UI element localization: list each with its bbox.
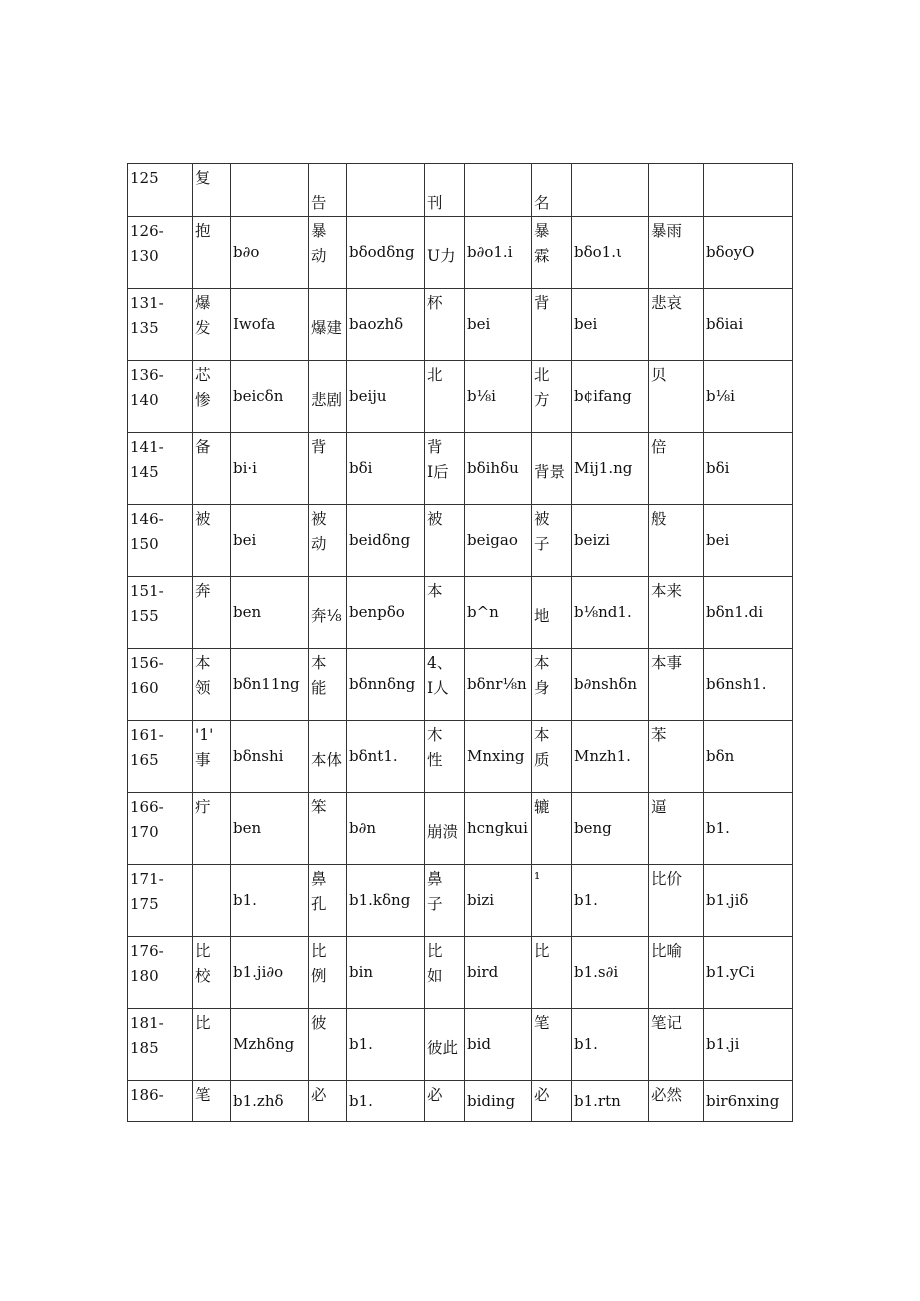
word-cell: [193, 289, 231, 361]
pinyin-cell: [231, 164, 309, 217]
word-line: [311, 723, 344, 748]
word-line: 北: [534, 366, 550, 384]
word-line: 性: [427, 751, 443, 769]
word-line: 奔⅛: [311, 607, 342, 625]
pinyin-cell: bδo1.ι: [572, 217, 649, 289]
table-row: [128, 865, 793, 937]
word-cell: [532, 164, 572, 217]
row-range-line: 126-: [130, 222, 164, 240]
word-line: 鼻: [311, 870, 327, 888]
row-range-cell: [128, 505, 193, 577]
vocabulary-table: [127, 163, 793, 1122]
pinyin-cell: [465, 164, 532, 217]
word-line: [534, 166, 569, 191]
pinyin-cell: bird: [465, 937, 532, 1009]
table-row: [128, 1009, 793, 1081]
word-line: 刊: [427, 194, 443, 212]
pinyin-cell: b1.s∂i: [572, 937, 649, 1009]
word-cell: [649, 577, 704, 649]
table-body: [128, 164, 793, 1122]
pinyin-cell: b1.: [704, 793, 793, 865]
word-line: 必: [427, 1086, 443, 1104]
word-line: 背: [311, 438, 327, 456]
word-cell: [532, 649, 572, 721]
pinyin-cell: Mnzh1.: [572, 721, 649, 793]
row-range-cell: [128, 1009, 193, 1081]
word-cell: [309, 793, 347, 865]
pinyin-cell: beicδn: [231, 361, 309, 433]
word-cell: [649, 1081, 704, 1122]
word-line: 4、: [427, 654, 453, 672]
row-range-line: 171-: [130, 870, 164, 888]
word-line: [311, 166, 344, 191]
word-line: [195, 867, 228, 892]
word-line: 疔: [195, 798, 211, 816]
pinyin-cell: beiju: [347, 361, 425, 433]
word-line: 必: [311, 1086, 327, 1104]
word-line: 复: [195, 169, 211, 187]
word-line: 本来: [651, 582, 683, 600]
word-line: 霖: [534, 247, 550, 265]
word-line: 地: [534, 607, 550, 625]
pinyin-cell: bei: [465, 289, 532, 361]
word-line: [534, 435, 569, 460]
pinyin-cell: b⅛i: [704, 361, 793, 433]
pinyin-cell: bir6nxing: [704, 1081, 793, 1122]
word-cell: [309, 649, 347, 721]
pinyin-cell: bδoyO: [704, 217, 793, 289]
pinyin-cell: bδi: [704, 433, 793, 505]
word-cell: [532, 577, 572, 649]
word-line: 告: [311, 194, 327, 212]
row-range-line: 170: [130, 823, 159, 841]
word-line: ¹: [534, 870, 541, 888]
row-range-line: 166-: [130, 798, 164, 816]
word-line: 贝: [651, 366, 667, 384]
word-line: 被: [195, 510, 211, 528]
row-range-cell: [128, 361, 193, 433]
word-line: 比: [311, 942, 327, 960]
pinyin-cell: b6nsh1.: [704, 649, 793, 721]
pinyin-cell: bδn: [704, 721, 793, 793]
row-range-line: 150: [130, 535, 159, 553]
pinyin-cell: hcngkui: [465, 793, 532, 865]
row-range-cell: [128, 1081, 193, 1122]
row-range-line: 161-: [130, 726, 164, 744]
word-line: 逼: [651, 798, 667, 816]
word-cell: [649, 505, 704, 577]
word-line: 爆建: [311, 319, 343, 337]
word-line: 必: [534, 1086, 550, 1104]
word-cell: [193, 361, 231, 433]
table-row: [128, 289, 793, 361]
row-range-cell: [128, 433, 193, 505]
word-cell: [309, 433, 347, 505]
word-cell: [532, 1009, 572, 1081]
word-line: 能: [311, 679, 327, 697]
row-range-line: 146-: [130, 510, 164, 528]
word-line: [427, 166, 462, 191]
word-cell: [532, 865, 572, 937]
pinyin-cell: bei: [704, 505, 793, 577]
word-line: 奔: [195, 582, 211, 600]
table-row: [128, 164, 793, 217]
pinyin-cell: b1.kδng: [347, 865, 425, 937]
word-cell: [193, 577, 231, 649]
row-range-line: 186-: [130, 1086, 164, 1104]
pinyin-cell: b1.ji∂o: [231, 937, 309, 1009]
word-line: [311, 291, 344, 316]
word-line: 辘: [534, 798, 550, 816]
word-line: I后: [427, 463, 449, 481]
word-line: 爆: [195, 294, 211, 312]
word-cell: [309, 361, 347, 433]
table-row: [128, 217, 793, 289]
table-row: [128, 433, 793, 505]
word-line: 本体: [311, 751, 343, 769]
word-line: [427, 219, 462, 244]
word-line: 本: [534, 726, 550, 744]
word-line: 笔: [534, 1014, 550, 1032]
pinyin-cell: bδn1.di: [704, 577, 793, 649]
word-line: 本: [427, 582, 443, 600]
word-line: 必然: [651, 1086, 683, 1104]
word-cell: [309, 217, 347, 289]
word-line: 比喻: [651, 942, 683, 960]
word-cell: [532, 721, 572, 793]
table-row: [128, 721, 793, 793]
word-line: 悲哀: [651, 294, 683, 312]
word-cell: [193, 217, 231, 289]
row-range-line: 130: [130, 247, 159, 265]
pinyin-cell: bδihδu: [465, 433, 532, 505]
word-cell: [649, 937, 704, 1009]
pinyin-cell: b⅛i: [465, 361, 532, 433]
word-line: 背: [427, 438, 443, 456]
word-cell: [532, 1081, 572, 1122]
word-line: [427, 795, 462, 820]
row-range-line: 156-: [130, 654, 164, 672]
pinyin-cell: beigao: [465, 505, 532, 577]
word-cell: [425, 164, 465, 217]
word-line: 动: [311, 247, 327, 265]
row-range-line: 140: [130, 391, 159, 409]
pinyin-cell: beng: [572, 793, 649, 865]
pinyin-cell: b∂o1.i: [465, 217, 532, 289]
pinyin-cell: b1.: [572, 1009, 649, 1081]
table-row: [128, 361, 793, 433]
pinyin-cell: [572, 164, 649, 217]
row-range-line: 135: [130, 319, 159, 337]
word-line: 子: [534, 535, 550, 553]
word-cell: [425, 289, 465, 361]
word-cell: [193, 649, 231, 721]
row-range-cell: [128, 164, 193, 217]
word-cell: [532, 217, 572, 289]
word-cell: [425, 433, 465, 505]
word-line: 子: [427, 895, 443, 913]
word-line: 身: [534, 679, 550, 697]
word-line: 校: [195, 967, 211, 985]
word-cell: [309, 721, 347, 793]
word-line: 备: [195, 438, 211, 456]
word-cell: [425, 577, 465, 649]
pinyin-cell: [649, 164, 704, 217]
word-cell: [532, 793, 572, 865]
word-cell: [425, 793, 465, 865]
word-cell: [425, 937, 465, 1009]
word-line: 木: [427, 726, 443, 744]
row-range-line: 151-: [130, 582, 164, 600]
word-cell: [193, 505, 231, 577]
row-range-line: 145: [130, 463, 159, 481]
pinyin-cell: bδi: [347, 433, 425, 505]
word-line: 暴雨: [651, 222, 683, 240]
word-line: 发: [195, 319, 211, 337]
word-cell: [193, 433, 231, 505]
pinyin-cell: b^n: [465, 577, 532, 649]
pinyin-cell: b1.jiδ: [704, 865, 793, 937]
pinyin-cell: Mnxing: [465, 721, 532, 793]
word-line: '1': [195, 726, 214, 744]
word-cell: [193, 1009, 231, 1081]
word-line: 被: [427, 510, 443, 528]
word-cell: [309, 577, 347, 649]
row-range-line: 160: [130, 679, 159, 697]
word-cell: [532, 937, 572, 1009]
word-cell: [309, 865, 347, 937]
word-cell: [425, 1081, 465, 1122]
pinyin-cell: Mzhδng: [231, 1009, 309, 1081]
row-range-cell: [128, 865, 193, 937]
pinyin-cell: benpδo: [347, 577, 425, 649]
word-line: 本: [195, 654, 211, 672]
word-line: 比: [195, 1014, 211, 1032]
word-line: 抱: [195, 222, 211, 240]
row-range-cell: [128, 649, 193, 721]
word-line: 比: [427, 942, 443, 960]
word-line: 领: [195, 679, 211, 697]
word-line: 被: [534, 510, 550, 528]
row-range-line: 175: [130, 895, 159, 913]
row-range-line: 185: [130, 1039, 159, 1057]
word-line: 苯: [651, 726, 667, 744]
row-range-line: 180: [130, 967, 159, 985]
word-cell: [649, 649, 704, 721]
word-cell: [193, 164, 231, 217]
word-cell: [309, 1081, 347, 1122]
pinyin-cell: bi·i: [231, 433, 309, 505]
pinyin-cell: bδnt1.: [347, 721, 425, 793]
pinyin-cell: b∂nshδn: [572, 649, 649, 721]
pinyin-cell: ben: [231, 577, 309, 649]
word-line: 惨: [195, 391, 211, 409]
word-line: 芯: [195, 366, 211, 384]
word-line: 本: [534, 654, 550, 672]
row-range-line: 131-: [130, 294, 164, 312]
word-line: 北: [427, 366, 443, 384]
word-line: 般: [651, 510, 667, 528]
pinyin-cell: bδn11ng: [231, 649, 309, 721]
word-line: 倍: [651, 438, 667, 456]
row-range-line: 155: [130, 607, 159, 625]
word-cell: [425, 217, 465, 289]
word-cell: [193, 793, 231, 865]
pinyin-cell: bδiai: [704, 289, 793, 361]
word-cell: [193, 865, 231, 937]
word-line: 本事: [651, 654, 683, 672]
pinyin-cell: b∂n: [347, 793, 425, 865]
pinyin-cell: biding: [465, 1081, 532, 1122]
pinyin-cell: bin: [347, 937, 425, 1009]
word-line: 方: [534, 391, 550, 409]
pinyin-cell: bδodδng: [347, 217, 425, 289]
pinyin-cell: bei: [572, 289, 649, 361]
word-cell: [309, 1009, 347, 1081]
pinyin-cell: b∂o: [231, 217, 309, 289]
word-line: 彼此: [427, 1039, 459, 1057]
pinyin-cell: [704, 164, 793, 217]
row-range-cell: [128, 937, 193, 1009]
word-line: 背: [534, 294, 550, 312]
word-cell: [425, 1009, 465, 1081]
pinyin-cell: b1.rtn: [572, 1081, 649, 1122]
word-cell: [649, 289, 704, 361]
word-cell: [649, 361, 704, 433]
table-row: [128, 649, 793, 721]
pinyin-cell: beidδng: [347, 505, 425, 577]
word-cell: [193, 937, 231, 1009]
word-cell: [649, 1009, 704, 1081]
word-line: U力: [427, 247, 456, 265]
row-range-cell: [128, 793, 193, 865]
table-row: [128, 793, 793, 865]
pinyin-cell: bizi: [465, 865, 532, 937]
word-cell: [532, 433, 572, 505]
row-range-cell: [128, 721, 193, 793]
word-line: 质: [534, 751, 550, 769]
word-line: 事: [195, 751, 211, 769]
word-cell: [532, 505, 572, 577]
pinyin-cell: Mij1.ng: [572, 433, 649, 505]
word-line: 名: [534, 194, 550, 212]
pinyin-cell: Iwofa: [231, 289, 309, 361]
word-cell: [309, 164, 347, 217]
word-line: 动: [311, 535, 327, 553]
word-line: 彼: [311, 1014, 327, 1032]
pinyin-cell: bδnnδng: [347, 649, 425, 721]
pinyin-cell: b1.ji: [704, 1009, 793, 1081]
table-row: [128, 1081, 793, 1122]
pinyin-cell: b1.: [572, 865, 649, 937]
row-range-line: 165: [130, 751, 159, 769]
word-line: 暴: [534, 222, 550, 240]
word-line: [534, 579, 569, 604]
pinyin-cell: bid: [465, 1009, 532, 1081]
pinyin-cell: b1.: [231, 865, 309, 937]
word-cell: [425, 649, 465, 721]
word-cell: [425, 361, 465, 433]
word-cell: [193, 721, 231, 793]
row-range-line: 125: [130, 169, 159, 187]
word-line: 比: [534, 942, 550, 960]
word-line: 例: [311, 967, 327, 985]
word-line: 被: [311, 510, 327, 528]
word-line: 比: [195, 942, 211, 960]
word-line: 暴: [311, 222, 327, 240]
word-line: 孔: [311, 895, 327, 913]
pinyin-cell: bδnshi: [231, 721, 309, 793]
word-line: 崩溃: [427, 823, 459, 841]
pinyin-cell: beizi: [572, 505, 649, 577]
row-range-cell: [128, 577, 193, 649]
pinyin-cell: b⅛nd1.: [572, 577, 649, 649]
word-line: 比价: [651, 870, 683, 888]
word-cell: [532, 361, 572, 433]
word-line: 笔: [195, 1086, 211, 1104]
word-line: I人: [427, 679, 449, 697]
pinyin-cell: baozhδ: [347, 289, 425, 361]
word-line: 背景: [534, 463, 566, 481]
word-cell: [309, 937, 347, 1009]
pinyin-cell: b1.: [347, 1009, 425, 1081]
pinyin-cell: bei: [231, 505, 309, 577]
word-line: [311, 363, 344, 388]
row-range-line: 176-: [130, 942, 164, 960]
table-row: [128, 937, 793, 1009]
pinyin-cell: b¢ifang: [572, 361, 649, 433]
word-line: [311, 579, 344, 604]
row-range-line: 136-: [130, 366, 164, 384]
row-range-line: 181-: [130, 1014, 164, 1032]
word-line: 杯: [427, 294, 443, 312]
word-cell: [193, 1081, 231, 1122]
pinyin-cell: ben: [231, 793, 309, 865]
word-cell: [649, 721, 704, 793]
word-cell: [425, 865, 465, 937]
word-cell: [309, 289, 347, 361]
table-row: [128, 505, 793, 577]
pinyin-cell: b1.zhδ: [231, 1081, 309, 1122]
word-cell: [649, 865, 704, 937]
word-cell: [425, 721, 465, 793]
pinyin-cell: b1.: [347, 1081, 425, 1122]
word-cell: [649, 217, 704, 289]
word-cell: [649, 433, 704, 505]
word-cell: [532, 289, 572, 361]
word-line: 本: [311, 654, 327, 672]
word-cell: [309, 505, 347, 577]
row-range-cell: [128, 289, 193, 361]
word-line: 笔记: [651, 1014, 683, 1032]
word-line: 悲剧: [311, 391, 343, 409]
word-line: 鼻: [427, 870, 443, 888]
row-range-line: 141-: [130, 438, 164, 456]
pinyin-cell: b1.yCi: [704, 937, 793, 1009]
pinyin-cell: bδnr⅛n: [465, 649, 532, 721]
word-line: 笨: [311, 798, 327, 816]
pinyin-cell: [347, 164, 425, 217]
word-cell: [649, 793, 704, 865]
word-cell: [425, 505, 465, 577]
table-row: [128, 577, 793, 649]
word-line: [427, 1011, 462, 1036]
row-range-cell: [128, 217, 193, 289]
word-line: 如: [427, 967, 443, 985]
